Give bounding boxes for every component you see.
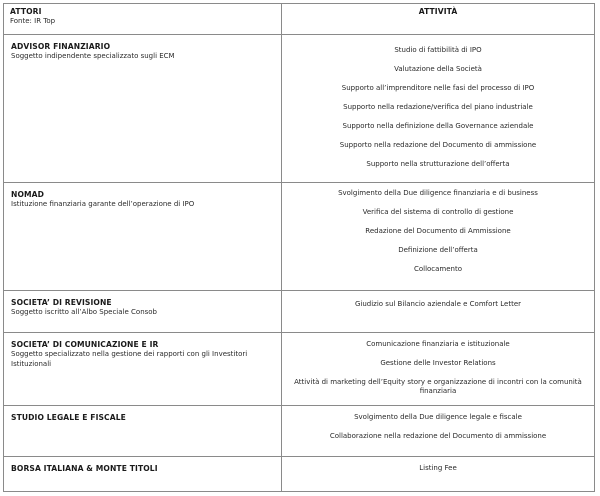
table-row: [4, 183, 595, 291]
activities-cell: [282, 183, 595, 291]
activity-item: Comunicazione finanziaria e istituzionale: [366, 340, 510, 348]
source-note: Fonte: IR Top: [10, 17, 56, 25]
actor-subtitle: Soggetto specializzato nella gestione dei rapporti con gli Investitori Istituzionali: [11, 350, 248, 368]
activity-item: Svolgimento della Due diligence legale e fiscale: [354, 413, 522, 421]
activity-item: Listing Fee: [419, 464, 457, 472]
activities-cell: [282, 291, 595, 333]
activity-item: Svolgimento della Due diligence finanziaria e di business: [338, 189, 538, 197]
activity-item: Giudizio sul Bilancio aziendale e Comfort Letter: [354, 300, 522, 308]
actors-header-cell: [4, 4, 282, 35]
activity-item: Studio di fattibilità di IPO: [394, 46, 482, 54]
actor-subtitle: Soggetto indipendente specializzato sugli ECM: [11, 52, 175, 60]
header-row: [4, 4, 595, 35]
actor-title: STUDIO LEGALE E FISCALE: [11, 413, 126, 422]
actor-cell: [4, 291, 282, 333]
activity-item: Supporto all’imprenditore nelle fasi del processo di IPO: [341, 84, 535, 92]
activities-cell: [282, 457, 595, 492]
actor-subtitle: Istituzione finanziaria garante dell’operazione di IPO: [11, 200, 195, 208]
actor-title: BORSA ITALIANA & MONTE TITOLI: [11, 464, 158, 473]
activity-item: Attività di marketing dell’Equity story e organizzazione di incontri con la comunità finanziaria: [294, 378, 582, 395]
actors-header-label: ATTORI: [10, 7, 42, 16]
activities-header-cell: [282, 4, 595, 35]
table-row: [4, 291, 595, 333]
actor-cell: [4, 406, 282, 457]
activity-item: Definizione dell’offerta: [398, 246, 478, 254]
table-row: [4, 406, 595, 457]
actor-title: ADVISOR FINANZIARIO: [11, 42, 111, 51]
activities-cell: [282, 35, 595, 183]
activity-item: Gestione delle Investor Relations: [380, 359, 496, 367]
table-row: [4, 35, 595, 183]
actor-cell: [4, 35, 282, 183]
activity-item: Verifica del sistema di controllo di gestione: [362, 208, 514, 216]
actor-title: SOCIETA’ DI COMUNICAZIONE E IR: [11, 340, 159, 349]
table-row: [4, 333, 595, 406]
activity-item: Collaborazione nella redazione del Documento di ammissione: [329, 432, 547, 440]
activity-item: Redazione del Documento di Ammissione: [365, 227, 511, 235]
activity-item: Supporto nella redazione del Documento di ammissione: [339, 141, 537, 149]
actor-title: SOCIETA’ DI REVISIONE: [11, 298, 112, 307]
activity-item: Supporto nella definizione della Governance aziendale: [342, 122, 534, 130]
activity-item: Supporto nella redazione/verifica del piano industriale: [343, 103, 533, 111]
activity-item: Valutazione della Società: [394, 65, 482, 73]
activities-header-label: ATTIVITÀ: [418, 7, 458, 16]
actor-cell: [4, 183, 282, 291]
actors-activities-table: [3, 3, 595, 492]
table-row: [4, 457, 595, 492]
actor-title: NOMAD: [11, 190, 45, 199]
activity-item: Supporto nella strutturazione dell’offerta: [366, 160, 510, 168]
activities-cell: [282, 406, 595, 457]
actor-cell: [4, 457, 282, 492]
activity-item: Collocamento: [413, 265, 463, 273]
actor-subtitle: Soggetto iscritto all’Albo Speciale Consob: [11, 308, 157, 316]
actor-cell: [4, 333, 282, 406]
activities-cell: [282, 333, 595, 406]
